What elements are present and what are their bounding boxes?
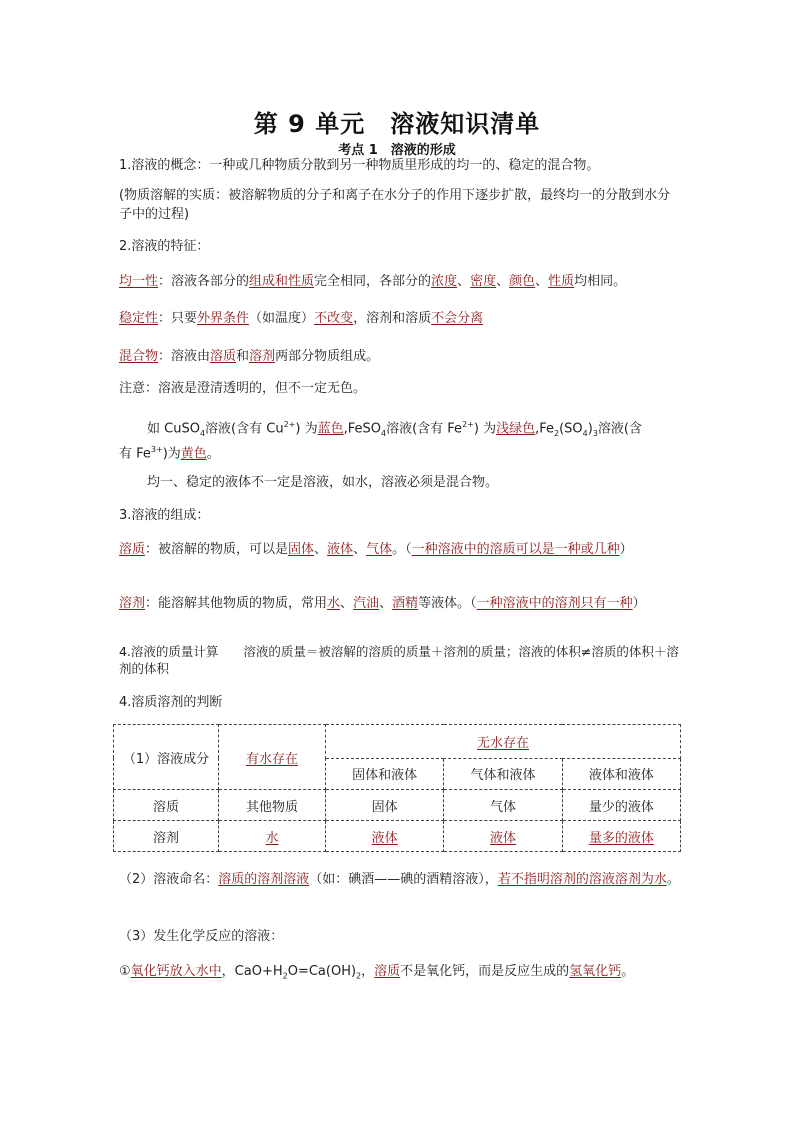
table-cell: 液体	[444, 821, 562, 852]
table-cell: 有水存在	[219, 725, 326, 790]
table-cell: 气体	[444, 790, 562, 821]
uniformity-line: 均一性：溶液各部分的组成和性质完全相同，各部分的浓度、密度、颜色、性质均相同。	[119, 274, 627, 289]
table-cell: 固体和液体	[326, 758, 444, 789]
reaction-heading: （3）发生化学反应的溶液：	[119, 929, 284, 944]
section-subtitle: 考点 1 溶液的形成	[338, 143, 456, 158]
solute-solvent-table	[113, 724, 681, 852]
judgement-heading: 4.溶质溶剂的判断	[119, 695, 223, 710]
stability-line: 稳定性：只要外界条件（如温度）不改变，溶剂和溶质不会分离	[119, 311, 484, 326]
features-heading: 2.溶液的特征：	[119, 239, 210, 254]
table-cell: 液体	[326, 821, 444, 852]
note-line: 注意：溶液是澄清透明的，但不一定无色。	[119, 381, 367, 396]
cao-line: ①氧化钙放入水中，$CaO+H_2O=Ca(OH)_2$，溶质不是氧化钙，而是反应生成的氢氧化钙。	[119, 964, 635, 981]
definition-line: 1.溶液的概念：一种或几种物质分散到另一种物质里形成的均一的、稳定的混合物。	[119, 158, 600, 173]
mixture-line: 混合物：溶液由溶质和溶剂两部分物质组成。	[119, 349, 380, 364]
mass-calculation-line: 4.溶液的质量计算 溶液的质量＝被溶解的溶质的质量＋溶剂的质量；溶液的体积≠溶质的体积＋溶剂的体积	[119, 644, 679, 676]
table-cell: 其他物质	[219, 790, 326, 821]
table-cell: 水	[219, 821, 326, 852]
table-cell: 液体和液体	[562, 758, 680, 789]
table-cell: 量多的液体	[562, 821, 680, 852]
table-cell: （1）溶液成分	[114, 725, 219, 790]
composition-heading: 3.溶液的组成：	[119, 508, 210, 523]
naming-line: （2）溶液命名：溶质的溶剂溶液（如：碘酒——碘的酒精溶液），若不指明溶剂的溶液溶剂为水。	[119, 872, 680, 887]
table-cell: 量少的液体	[562, 790, 680, 821]
table-cell: 溶质	[114, 790, 219, 821]
table-cell: 气体和液体	[444, 758, 562, 789]
table-cell: 无水存在	[326, 725, 681, 759]
solute-line: 溶质：被溶解的物质，可以是固体、液体、气体。（一种溶液中的溶质可以是一种或几种）	[119, 542, 633, 557]
stable-liquid-note: 均一、稳定的液体不一定是溶液，如水，溶液必须是混合物。	[147, 475, 499, 490]
table-cell: 固体	[326, 790, 444, 821]
page-title: 第 9 单元 溶液知识清单	[253, 110, 541, 138]
color-example-line-2: 有 $Fe^{3+}$)为黄色。	[119, 445, 220, 462]
solvent-line: 溶剂：能溶解其他物质的物质，常用水、汽油、酒精等液体。（一种溶液中的溶剂只有一种）	[119, 596, 646, 611]
table-cell: 溶剂	[114, 821, 219, 852]
color-example-line: 如 CuSO$_4$溶液(含有 $Cu^{2+}$) 为蓝色,FeSO$_4$溶液(含有 $Fe^{2+}$) 为浅绿色$,Fe_2(SO_4)_3$溶液(含	[147, 420, 642, 438]
dissolution-note: (物质溶解的实质：被溶解物质的分子和离子在水分子的作用下逐步扩散，最终均一的分散到水分子中的过程)	[119, 188, 671, 222]
